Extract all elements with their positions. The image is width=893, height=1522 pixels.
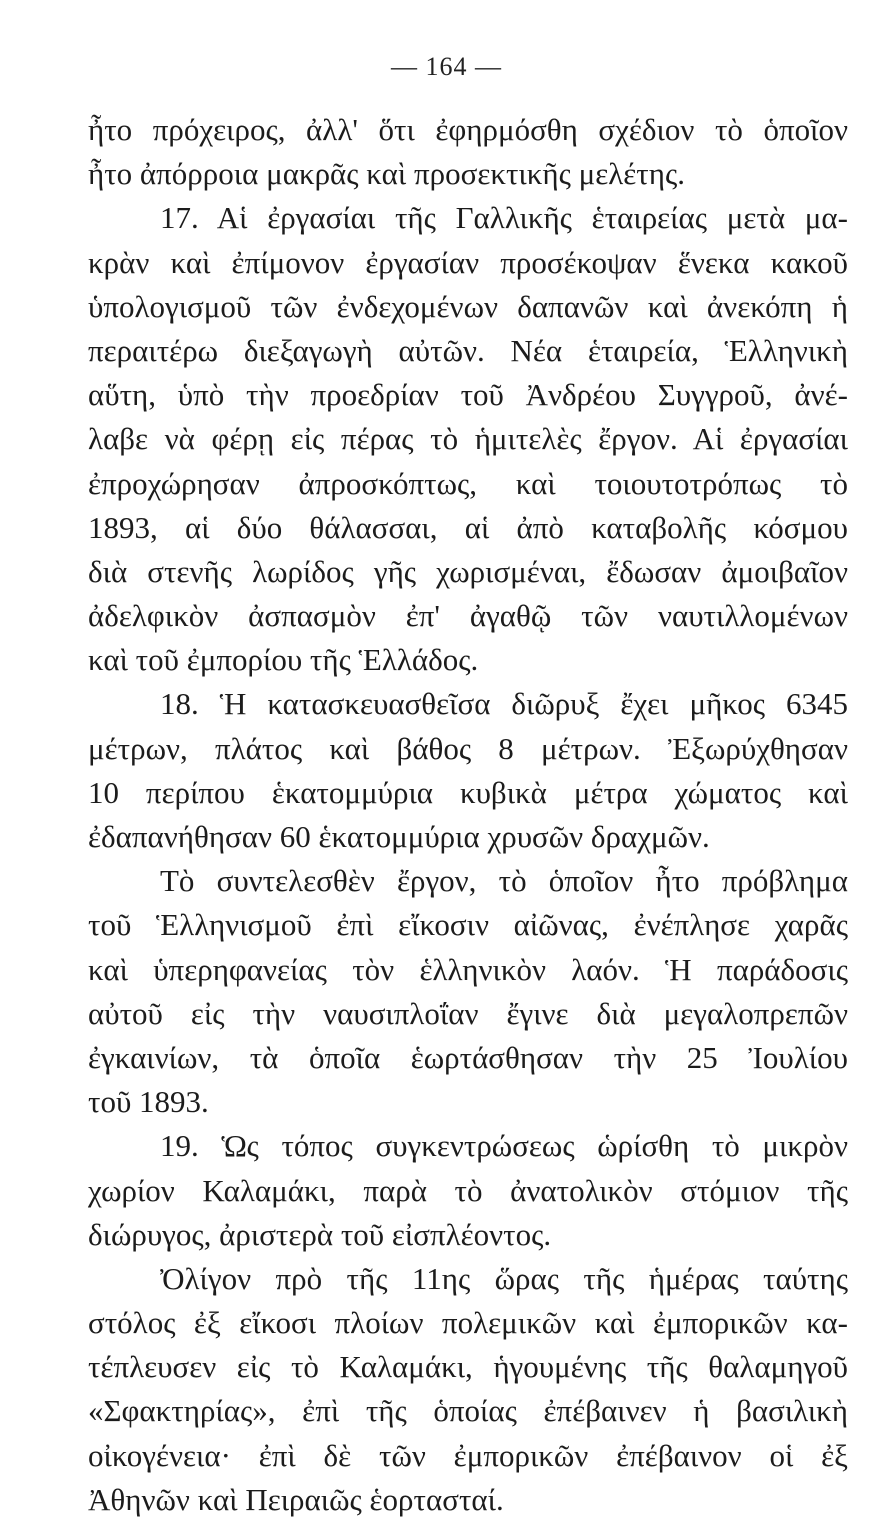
- text-line: λαβε νὰ φέρῃ εἰς πέρας τὸ ἡμιτελὲς ἔργον. Αἱ ἐργασίαι: [88, 421, 848, 457]
- text-line: τοῦ 1893.: [88, 1084, 209, 1120]
- text-line: τοῦ Ἑλληνισμοῦ ἐπὶ εἴκοσιν αἰῶνας, ἐνέπλησε χαρᾶς: [88, 907, 848, 943]
- text-line: 19. Ὡς τόπος συγκεντρώσεως ὡρίσθη τὸ μικρὸν: [160, 1128, 848, 1164]
- text-line: διώρυγος, ἀριστερὰ τοῦ εἰσπλέοντος.: [88, 1216, 552, 1252]
- text-line: ἦτο πρόχειρος, ἀλλ' ὅτι ἐφηρμόσθη σχέδιον τὸ ὁποῖον: [88, 112, 848, 147]
- text-line: Ἀθηνῶν καὶ Πειραιῶς ἑορτασταί.: [88, 1481, 504, 1517]
- text-line: καὶ ὑπερηφανείας τὸν ἑλληνικὸν λαόν. Ἡ παράδοσις: [88, 951, 848, 987]
- page-number: — 164 —: [391, 52, 502, 81]
- text-line: 1893, αἱ δύο θάλασσαι, αἱ ἀπὸ καταβολῆς κόσμου: [88, 509, 848, 545]
- text-line: ἐγκαινίων, τὰ ὁποῖα ἑωρτάσθησαν τὴν 25 Ἰουλίου: [88, 1039, 848, 1075]
- text-line: ὑπολογισμοῦ τῶν ἐνδεχομένων δαπανῶν καὶ ἀνεκόπη ἡ: [88, 288, 848, 324]
- text-line: μέτρων, πλάτος καὶ βάθος 8 μέτρων. Ἐξωρύχθησαν: [88, 730, 848, 766]
- text-line: οἰκογένεια· ἐπὶ δὲ τῶν ἐμπορικῶν ἐπέβαινον οἱ ἐξ: [88, 1437, 848, 1473]
- text-line: 18. Ἡ κατασκευασθεῖσα διῶρυξ ἔχει μῆκος 6345: [160, 686, 848, 722]
- text-line: τέπλευσεν εἰς τὸ Καλαμάκι, ἡγουμένης τῆς θαλαμηγοῦ: [88, 1349, 848, 1385]
- text-line: διὰ στενῆς λωρίδος γῆς χωρισμέναι, ἔδωσαν ἀμοιβαῖον: [88, 553, 848, 589]
- text-line: ἐδαπανήθησαν 60 ἑκατομμύρια χρυσῶν δραχμῶν.: [88, 819, 710, 854]
- text-line: ἀδελφικὸν ἀσπασμὸν ἐπ' ἀγαθῷ τῶν ναυτιλλομένων: [88, 598, 848, 634]
- text-line: Τὸ συντελεσθὲν ἔργον, τὸ ὁποῖον ἦτο πρόβλημα: [160, 863, 848, 899]
- text-line: 10 περίπου ἑκατομμύρια κυβικὰ μέτρα χώματος καὶ: [88, 774, 848, 810]
- text-line: ἐπροχώρησαν ἀπροσκόπτως, καὶ τοιουτοτρόπως τὸ: [88, 465, 848, 501]
- body-text: [88, 108, 848, 1522]
- text-line: ἦτο ἀπόρροια μακρᾶς καὶ προσεκτικῆς μελέτης.: [88, 156, 685, 192]
- text-line: αὐτοῦ εἰς τὴν ναυσιπλοΐαν ἔγινε διὰ μεγαλοπρεπῶν: [88, 995, 848, 1031]
- text-line: «Σφακτηρίας», ἐπὶ τῆς ὁποίας ἐπέβαινεν ἡ βασιλικὴ: [88, 1393, 848, 1429]
- text-line: κρὰν καὶ ἐπίμονον ἐργασίαν προσέκοψαν ἕνεκα κακοῦ: [88, 244, 848, 280]
- text-line: Ὀλίγον πρὸ τῆς 11ης ὥρας τῆς ἡμέρας ταύτης: [160, 1260, 848, 1296]
- text-line: αὕτη, ὑπὸ τὴν προεδρίαν τοῦ Ἀνδρέου Συγγροῦ, ἀνέ-: [88, 377, 848, 413]
- text-line: στόλος ἐξ εἴκοσι πλοίων πολεμικῶν καὶ ἐμπορικῶν κα-: [88, 1305, 848, 1341]
- text-line: χωρίον Καλαμάκι, παρὰ τὸ ἀνατολικὸν στόμιον τῆς: [88, 1172, 848, 1208]
- text-line: 17. Αἱ ἐργασίαι τῆς Γαλλικῆς ἑταιρείας μετὰ μα-: [160, 200, 848, 236]
- text-line: περαιτέρω διεξαγωγὴ αὐτῶν. Νέα ἑταιρεία, Ἑλληνικὴ: [88, 332, 848, 368]
- text-line: καὶ τοῦ ἐμπορίου τῆς Ἑλλάδος.: [88, 642, 479, 678]
